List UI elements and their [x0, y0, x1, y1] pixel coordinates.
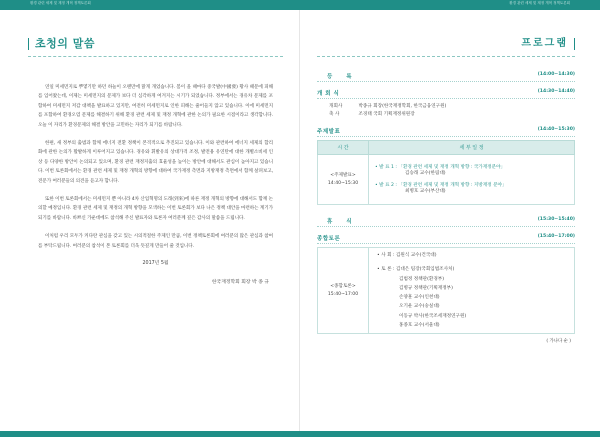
- header-left-text: 환경 관련 세제 및 재정 개혁 정책토론회: [30, 1, 91, 5]
- talk-speaker: 김승래 교수(한림대): [405, 170, 446, 176]
- opening-item: [317, 103, 575, 111]
- footer-bar: [0, 431, 600, 437]
- opening-item: [317, 111, 575, 119]
- welcome-page: [28, 38, 283, 285]
- signature: 한국재정학회 회장 박 종 규: [211, 280, 269, 286]
- date-line: 2017년 5월: [142, 261, 169, 267]
- break-label: 휴 식: [327, 219, 358, 225]
- panelist: 김범정 정책관(환경부): [399, 276, 444, 282]
- panelist: 이동규 박사(한국조세재정연구원): [399, 313, 467, 319]
- talk-speaker: 최병호 교수(부산대): [405, 188, 446, 194]
- discussion-time-range: 15:40~17:00: [327, 291, 359, 297]
- header-right-text: 환경 관련 세제 및 재정 개혁 정책토론회: [509, 1, 570, 5]
- opening-row: [317, 88, 575, 99]
- registration-row: [317, 71, 575, 82]
- program-page: [317, 38, 575, 344]
- discussion-cell: [369, 248, 575, 334]
- panelist: 손양훈 교수(인천대): [399, 295, 440, 301]
- registration-label: 등 록: [327, 74, 358, 80]
- panel-prefix: • 토 론 :: [377, 267, 396, 273]
- main-session-row: [317, 126, 575, 137]
- discussion-row: [317, 233, 575, 244]
- paragraph: 이처럼 우리 모두가 커다란 관심을 갖고 있는 시의적절한 주제인 만큼, 이번 정책토론회에 여러분의 많은 관심과 참여를 부탁드립니다. 여러분의 참석이 본 토론회를 더욱 뜻깊게 만들어 줄 것입니다.: [38, 234, 273, 249]
- discussion-time-label: <종합토론>: [330, 283, 356, 289]
- opening-item-value: 조경태 국회 기획재정위원장: [358, 112, 415, 117]
- header-bar: [0, 0, 600, 10]
- talks-time-cell: [318, 155, 369, 205]
- table-header-content: 세 부 일 정: [369, 141, 575, 155]
- opening-label: 개 회 식: [317, 91, 340, 97]
- main-session-label: 주제발표: [317, 129, 341, 135]
- talk-title: • 발 표 2 : 「환경 관련 세제 및 재정 개혁 방향 : 지방재정 분야」: [375, 182, 507, 188]
- talk-title: • 발 표 1 : 「환경 관련 세제 및 재정 개혁 방향 : 국가재정분야」: [375, 164, 506, 170]
- paragraph: 연일 미세먼지로 뿌옇기만 하던 하늘이 오랜만에 맑게 개었습니다. 봄이 올 때마다 중국발(中國發) 황사 때문에 피해를 입어왔는데, 이제는 미세먼지의 문제가 보다 더 심각하게 여겨지는 시기가 되었습니다. 정부에서는 경유차 문제를 포함하여 미세먼지 저감 대책을 발표하고 있지만, 여전히 미세먼지로 인한 피해는 줄어들지 않고 있습니다. 이에 미세먼지를 포함하여 환경오염 문제를 해결하기 위해 환경 관련 세제 및 재정 개혁에 관한 논의가 필요한 시점이라고 생각합니다. 오늘 이 자리가 환경문제의 해결 방안을 고민하는 자리가 되기를 바랍니다.: [38, 85, 273, 128]
- talks-time-range: 14:40~15:30: [327, 180, 359, 186]
- discussion-time: (15:40~17:00): [537, 234, 575, 239]
- program-title: 프로그램: [317, 38, 575, 50]
- discussion-table: [317, 247, 575, 334]
- welcome-body: [28, 83, 283, 285]
- panel-first-line: [375, 265, 568, 274]
- registration-time: (14:00~14:30): [537, 72, 575, 77]
- welcome-title: 초청의 말씀: [28, 38, 283, 50]
- talks-cell: [369, 155, 575, 205]
- discussion-time-cell: [318, 248, 369, 334]
- title-divider: [28, 56, 283, 57]
- main-session-time: (14:40~15:30): [537, 127, 575, 132]
- panelist: 김대은 팀장(국회입법조사처): [395, 267, 455, 273]
- moderator: • 사 회 : 김원식 교수(건국대): [377, 253, 437, 258]
- page-divider: [299, 10, 300, 431]
- break-time: (15:30~15:40): [537, 217, 575, 222]
- break-row: [317, 216, 575, 227]
- order-note: ( 가나다 순 ): [546, 339, 571, 345]
- panelist: 오기운 교수(숭실대): [399, 304, 440, 310]
- opening-item-key: 축 사: [329, 112, 340, 117]
- panelist: 홍종호 교수(서울대): [399, 323, 440, 329]
- table-header-time: 시 간: [318, 141, 369, 155]
- opening-time: (14:30~14:40): [537, 89, 575, 94]
- talks-table: [317, 140, 575, 205]
- talks-time-label: <주제발표>: [330, 172, 356, 178]
- discussion-label: 종합토론: [317, 236, 341, 242]
- panelist: 김병규 정책관(기획재정부): [399, 285, 453, 291]
- opening-item-key: 개회사: [329, 104, 343, 109]
- paragraph: 또한 이번 토론회에서는 미세먼지 뿐 아니라 4차 산업혁명의 도래(到來)에 따른 재정 개혁의 방향에 대해서도 함께 논의할 예정입니다. 환경 관련 세제 및 재정의 개혁 방향을 모색하는 이번 토론회가 보다 나은 정책 대안을 마련하는 계기가 되기를 바랍니다. 바쁘신 가운데에도 참석해 주신 발표자와 토론자 여러분께 깊은 감사의 말씀을 드립니다.: [38, 197, 273, 221]
- paragraph: 한편, 새 정부의 출범과 함께 에너지 전환 정책이 본격적으로 추진되고 있습니다. 이와 관련하여 에너지 세제의 합리화에 관한 논의가 활발하게 이루어지고 있습니다. 경유와 휘발유의 상대가격 조정, 발전용 유연탄에 대한 개별소비세 인상 등 다양한 방안이 논의되고 있으며, 환경 관련 재정지출의 효율성을 높이는 방안에 대해서도 관심이 높아지고 있습니다. 이번 토론회에서는 환경 관련 세제 및 재정 개혁의 방향에 대하여 국가재정 측면과 지방재정 측면에서 함께 살펴보고, 전문가 여러분들의 의견을 듣고자 합니다.: [38, 141, 273, 184]
- opening-item-value: 박종규 회장(한국재정학회, 한국금융연구원): [358, 104, 447, 109]
